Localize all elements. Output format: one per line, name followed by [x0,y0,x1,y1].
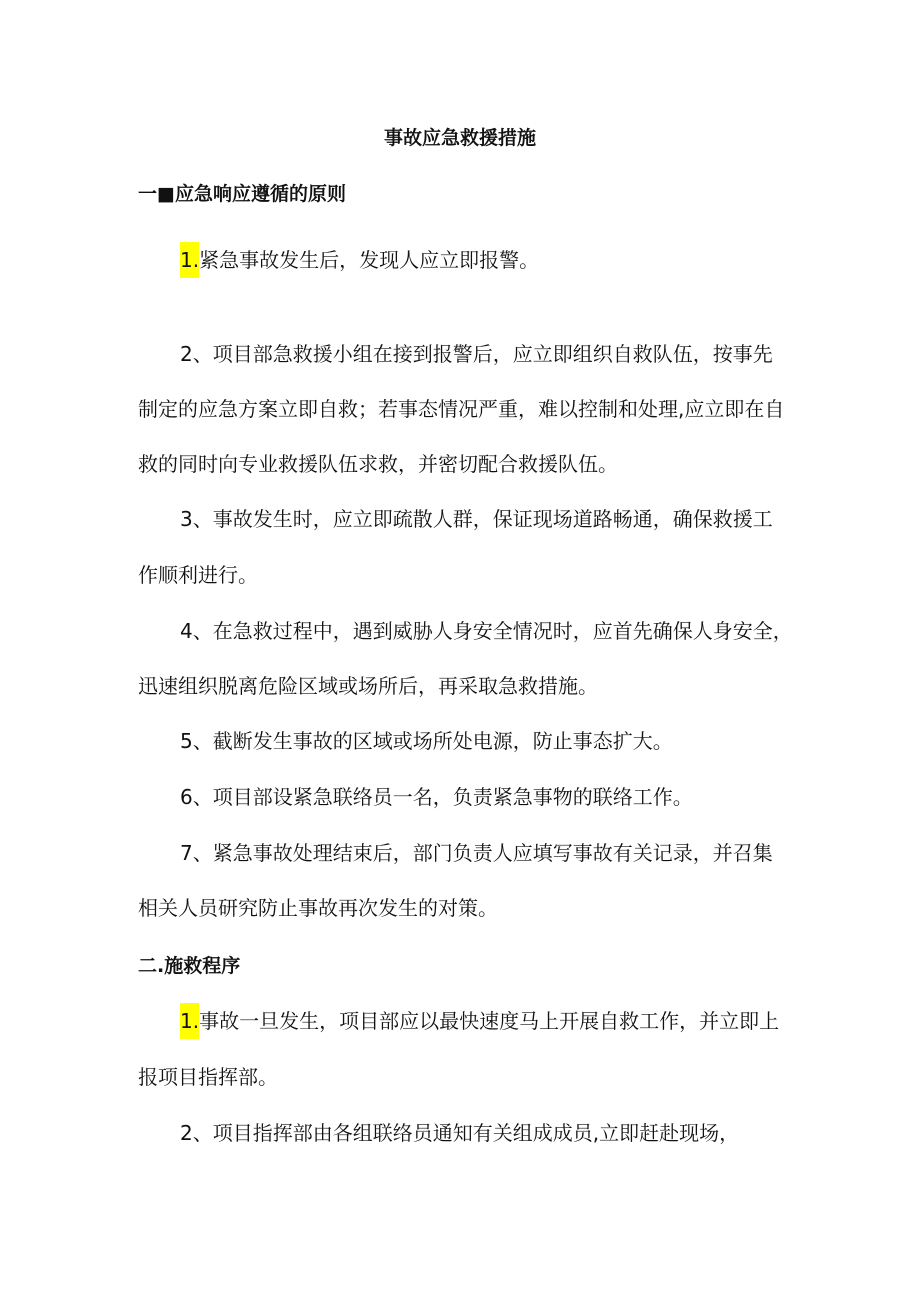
paragraph-line: 5、截断发生事故的区域或场所处电源，防止事态扩大。 [180,729,673,753]
section-heading-1: 一■应急响应遵循的原则 [138,183,346,205]
highlighted-number: 1. [180,1003,199,1039]
paragraph-line [180,245,539,275]
paragraph-line: 6、项目部设紧急联络员一名，负责紧急事物的联络工作。 [180,785,693,809]
paragraph-line: 作顺利进行。 [138,563,258,587]
paragraph-line [180,1006,779,1036]
paragraph-line: 3、事故发生时，应立即疏散人群，保证现场道路畅通，确保救援工 [180,507,773,531]
paragraph-line: 7、紧急事故处理结束后，部门负责人应填写事故有关记录，并召集 [180,841,773,865]
section-heading-2: 二.施救程序 [138,955,241,977]
paragraph-text: 事故一旦发生，项目部应以最快速度马上开展自救工作，并立即上 [199,1009,780,1033]
paragraph-text: 紧急事故发生后，发现人应立即报警。 [199,248,540,272]
paragraph-line: 救的同时向专业救援队伍求救，并密切配合救援队伍。 [138,452,618,476]
paragraph-line: 相关人员研究防止事故再次发生的对策。 [138,896,498,920]
highlighted-number: 1. [180,242,199,278]
paragraph-line: 迅速组织脱离危险区域或场所后，再采取急救措施。 [138,674,598,698]
paragraph-line: 2、项目指挥部由各组联络员通知有关组成成员,立即赶赴现场， [180,1121,740,1145]
paragraph-line: 2、项目部急救援小组在接到报警后，应立即组织自救队伍，按事先 [180,342,773,366]
document-title: 事故应急救援措施 [383,127,536,149]
paragraph-line: 制定的应急方案立即自救；若事态情况严重，难以控制和处理,应立即在自 [138,397,785,421]
paragraph-line: 4、在急救过程中，遇到威胁人身安全情况时，应首先确保人身安全， [180,619,793,643]
paragraph-line: 报项目指挥部。 [138,1065,278,1089]
